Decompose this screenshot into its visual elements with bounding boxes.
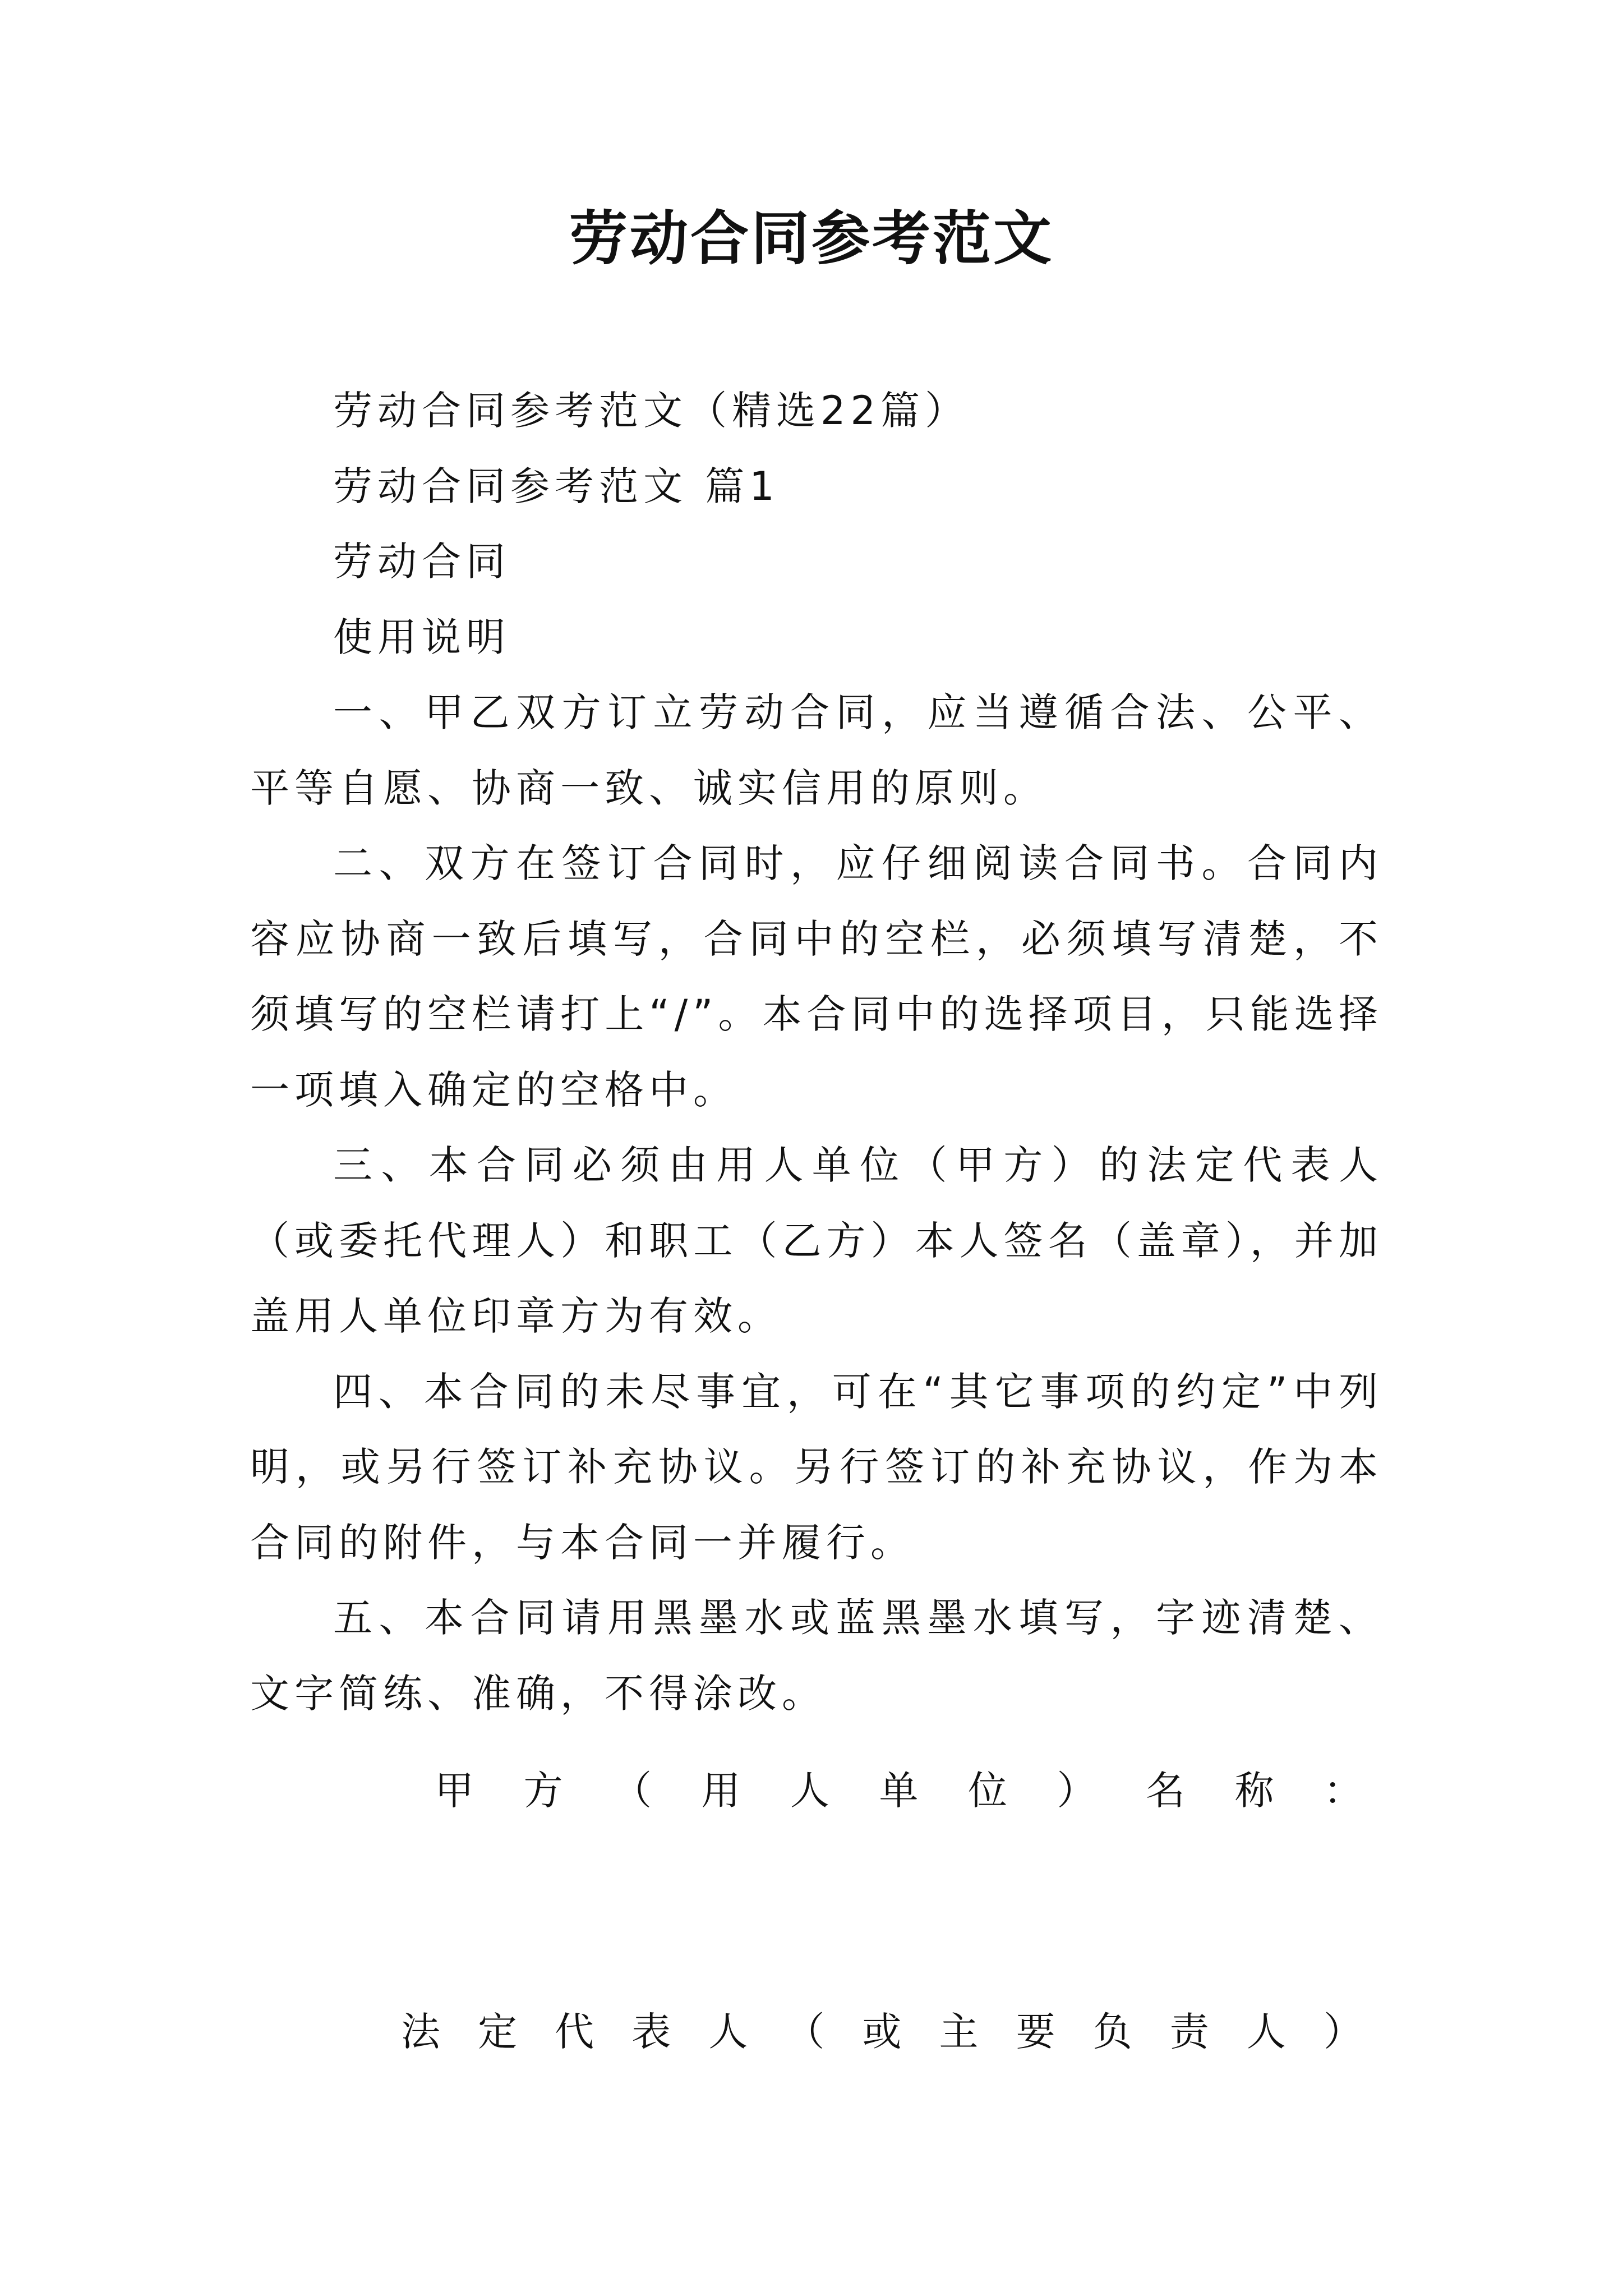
paragraph-clause-2: 二、双方在签订合同时，应仔细阅读合同书。合同内容应协商一致后填写，合同中的空栏，必须填写清楚，不须填写的空栏请打上“/”。本合同中的选择项目，只能选择一项填入确定的空格中。	[250, 840, 1383, 1113]
paragraph-chapter-heading: 劳动合同参考范文 篇1	[333, 463, 780, 509]
label-char: ：	[1324, 1768, 1363, 1814]
label-char: 法	[401, 2009, 440, 2055]
label-char: 甲	[435, 1768, 474, 1814]
paragraph-usage-heading: 使用说明	[333, 614, 510, 660]
label-char: 人	[790, 1768, 829, 1814]
paragraph-clause-4: 四、本合同的未尽事宜，可在“其它事项的约定”中列明，或另行签订补充协议。另行签订的补充协议，作为本合同的附件，与本合同一并履行。	[250, 1368, 1383, 1566]
paragraph-clause-1: 一、甲乙双方订立劳动合同，应当遵循合法、公平、平等自愿、协商一致、诚实信用的原则。	[250, 689, 1383, 811]
label-char: （	[785, 2009, 825, 2055]
paragraph-contract-heading: 劳动合同	[333, 539, 510, 585]
label-char: 负	[1092, 2009, 1132, 2055]
label-char: 方	[523, 1768, 563, 1814]
paragraph-clause-5: 五、本合同请用黑墨水或蓝黑墨水填写，字迹清楚、文字简练、准确，不得涂改。	[250, 1595, 1383, 1717]
label-char: 主	[939, 2009, 979, 2055]
label-char: 代	[555, 2009, 594, 2055]
document-body	[250, 373, 1383, 1731]
label-char: 位	[968, 1768, 1007, 1814]
label-char: ）	[1057, 1768, 1096, 1814]
party-a-name-label	[435, 1753, 1363, 1828]
label-char: （	[612, 1768, 652, 1814]
paragraph-clause-3: 三、本合同必须由用人单位（甲方）的法定代表人（或委托代理人）和职工（乙方）本人签名（盖章），并加盖用人单位印章方为有效。	[250, 1142, 1383, 1339]
label-char: 人	[708, 2009, 748, 2055]
label-char: 定	[478, 2009, 518, 2055]
label-char: 责	[1169, 2009, 1209, 2055]
paragraph-subtitle: 劳动合同参考范文（精选22篇）	[333, 388, 970, 434]
document-title: 劳动合同参考范文	[569, 204, 1054, 273]
label-char: 要	[1016, 2009, 1055, 2055]
legal-representative-label	[401, 1994, 1363, 2069]
label-char: 或	[862, 2009, 902, 2055]
label-char: 单	[879, 1768, 919, 1814]
label-char: 人	[1246, 2009, 1286, 2055]
label-char: ）	[1323, 2009, 1363, 2055]
label-char: 名	[1146, 1768, 1185, 1814]
label-char: 表	[631, 2009, 671, 2055]
label-char: 用	[701, 1768, 741, 1814]
label-char: 称	[1234, 1768, 1274, 1814]
